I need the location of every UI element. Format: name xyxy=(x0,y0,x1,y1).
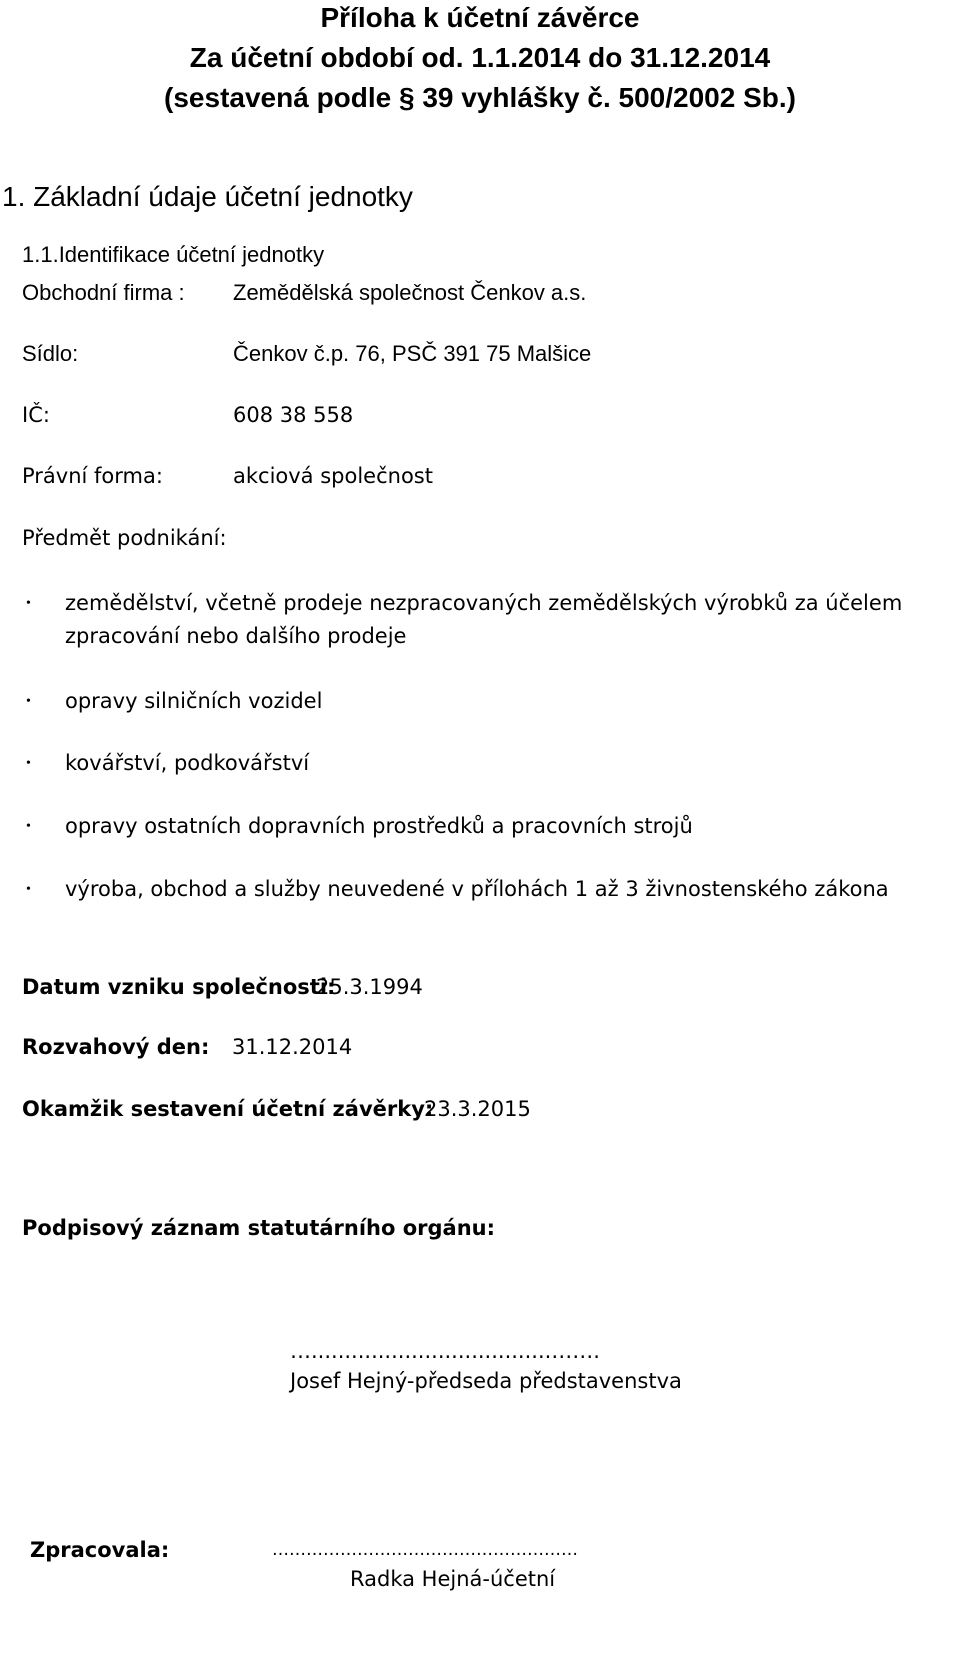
compiled-label: Okamžik sestavení účetní závěrky: xyxy=(22,1097,434,1121)
bullet-icon: • xyxy=(26,694,31,709)
prepared-signature-line: ……………………………………………… xyxy=(272,1540,578,1560)
ic-label: IČ: xyxy=(22,403,50,427)
legal-form-label: Právní forma: xyxy=(22,464,163,488)
chair-signature-line: …....................................……. xyxy=(290,1339,600,1363)
balance-date-value: 31.12.2014 xyxy=(232,1035,353,1059)
legal-basis: (sestavená podle § 39 vyhlášky č. 500/2002 Sb.) xyxy=(164,82,796,113)
list-item: výroba, obchod a služby neuvedené v přílohách 1 až 3 živnostenského zákona xyxy=(65,877,889,901)
list-item-continuation: zpracování nebo dalšího prodeje xyxy=(65,624,407,648)
legal-form-value: akciová společnost xyxy=(233,464,433,488)
prepared-by-name: Radka Hejná-účetní xyxy=(350,1567,556,1591)
ic-value: 608 38 558 xyxy=(233,403,354,427)
signature-section-title: Podpisový záznam statutárního orgánu: xyxy=(22,1216,496,1240)
bullet-icon: • xyxy=(26,756,31,771)
list-item: opravy silničních vozidel xyxy=(65,689,323,713)
seat-label: Sídlo: xyxy=(22,341,79,366)
balance-date-label: Rozvahový den: xyxy=(22,1035,210,1059)
business-label: Předmět podnikání: xyxy=(22,526,227,550)
prepared-by-label: Zpracovala: xyxy=(30,1538,170,1562)
founded-label: Datum vzniku společnosti: xyxy=(22,975,336,999)
list-item: kovářství, podkovářství xyxy=(65,751,310,775)
founded-value: 25.3.1994 xyxy=(316,975,423,999)
bullet-icon: • xyxy=(26,819,31,834)
firm-label: Obchodní firma : xyxy=(22,280,185,305)
firm-value: Zemědělská společnost Čenkov a.s. xyxy=(233,280,587,305)
document-title: Příloha k účetní závěrce xyxy=(320,2,640,33)
bullet-icon: • xyxy=(26,882,31,897)
chair-name: Josef Hejný-předseda představenstva xyxy=(290,1369,682,1393)
bullet-icon: • xyxy=(26,596,31,611)
subsection-title: 1.1.Identifikace účetní jednotky xyxy=(22,242,325,267)
seat-value: Čenkov č.p. 76, PSČ 391 75 Malšice xyxy=(233,341,592,366)
compiled-value: 23.3.2015 xyxy=(424,1097,531,1121)
list-item: opravy ostatních dopravních prostředků a pracovních strojů xyxy=(65,814,693,838)
section-title: 1. Základní údaje účetní jednotky xyxy=(2,181,413,212)
accounting-period: Za účetní období od. 1.1.2014 do 31.12.2014 xyxy=(189,42,771,73)
list-item: zemědělství, včetně prodeje nezpracovaných zemědělských výrobků za účelem xyxy=(65,591,903,615)
